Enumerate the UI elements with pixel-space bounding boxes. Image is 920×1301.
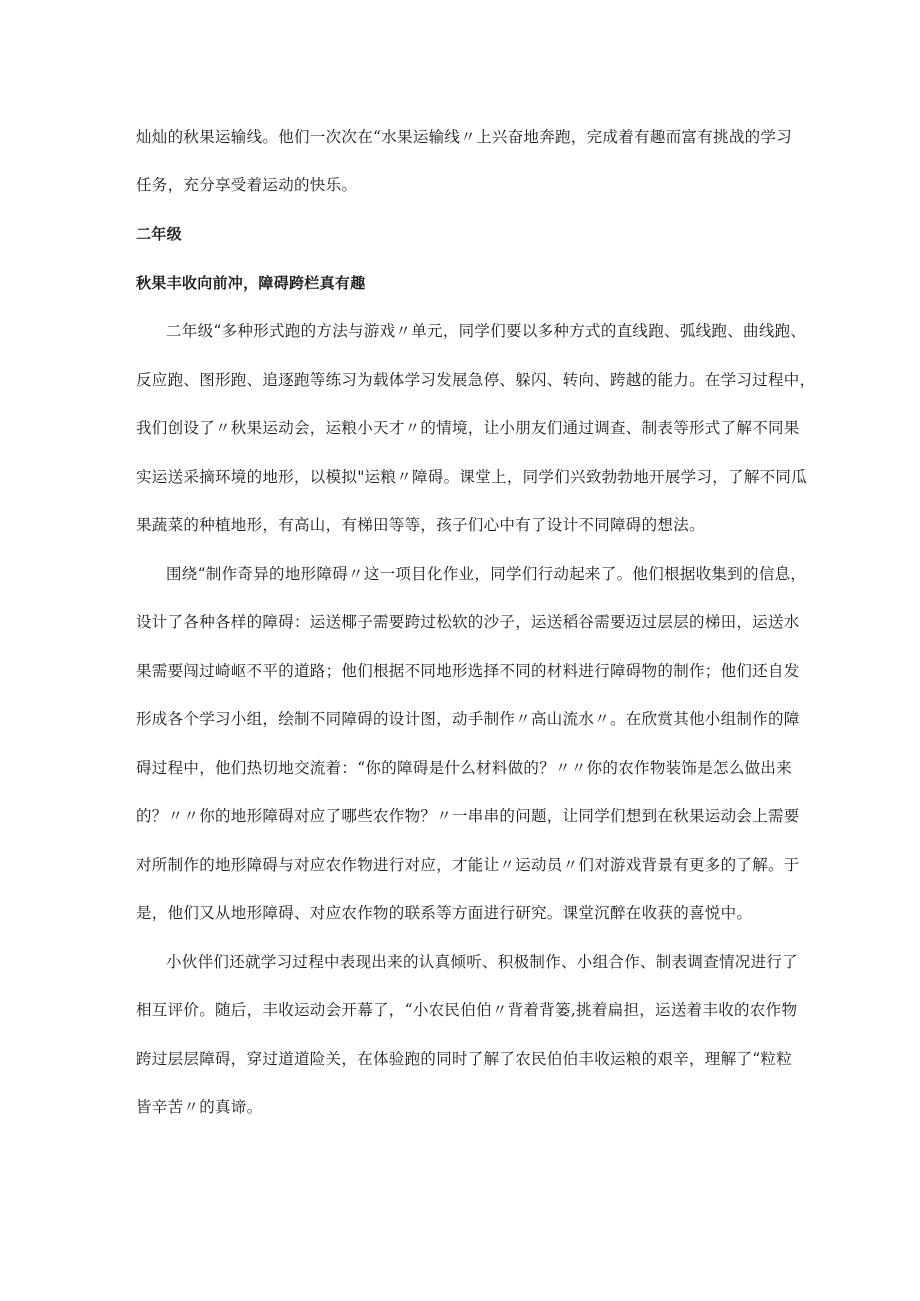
paragraph-line: 设计了各种各样的障碍：运送椰子需要跨过松软的沙子，运送稻谷需要迈过层层的梯田，运送水 bbox=[136, 613, 800, 631]
grade-heading: 二年级 bbox=[136, 225, 182, 243]
paragraph-line: 实运送采摘环境的地形，以模拟"运粮〃障碍。课堂上，同学们兴致勃勃地开展学习，了解不同瓜 bbox=[136, 468, 808, 486]
paragraph-line: 小伙伴们还就学习过程中表现出来的认真倾听、积极制作、小组合作、制表调查情况进行了 bbox=[166, 953, 799, 971]
paragraph-line: 果需要闯过崎岖不平的道路；他们根据不同地形选择不同的材料进行障碍物的制作；他们还自发 bbox=[136, 662, 800, 680]
paragraph-line: 碍过程中，他们热切地交流着：“你的障碍是什么材料做的？〃〃你的农作物装饰是怎么做出来 bbox=[136, 759, 793, 777]
paragraph-line: 皆辛苦〃的真谛。 bbox=[136, 1098, 263, 1116]
paragraph-line: 的？〃〃你的地形障碍对应了哪些农作物？〃一串串的问题，让同学们想到在秋果运动会上需要 bbox=[136, 807, 800, 825]
paragraph-line: 二年级“多种形式跑的方法与游戏〃单元，同学们要以多种方式的直线跑、弧线跑、曲线跑、 bbox=[166, 322, 807, 340]
paragraph-line: 形成各个学习小组，绘制不同障碍的设计图，动手制作〃高山流水〃。在欣赏其他小组制作的障 bbox=[136, 710, 800, 728]
paragraph-line: 相互评价。随后，丰收运动会开幕了，“小农民伯伯〃背着背篓,挑着扁担，运送着丰收的农作物 bbox=[136, 1001, 798, 1019]
section-title: 秋果丰收向前冲，障碍跨栏真有趣 bbox=[136, 274, 366, 292]
intro-line: 灿灿的秋果运输线。他们一次次在“水果运输线〃上兴奋地奔跑，完成着有趣而富有挑战的学习 bbox=[136, 128, 793, 146]
paragraph-line: 反应跑、图形跑、追逐跑等练习为载体学习发展急停、躲闪、转向、跨越的能力。在学习过程中， bbox=[136, 371, 816, 389]
paragraph-line: 是，他们又从地形障碍、对应农作物的联系等方面进行研究。课堂沉醉在收获的喜悦中。 bbox=[136, 904, 753, 922]
paragraph-line: 果蔬菜的种植地形，有高山，有梯田等等，孩子们心中有了设计不同障碍的想法。 bbox=[136, 516, 705, 534]
paragraph-line: 我们创设了〃秋果运动会，运粮小天才〃的情境，让小朋友们通过调查、制表等形式了解不同果 bbox=[136, 419, 800, 437]
intro-line: 任务，充分享受着运动的快乐。 bbox=[136, 176, 358, 194]
paragraph-line: 对所制作的地形障碍与对应农作物进行对应，才能让〃运动员〃们对游戏背景有更多的了解。于 bbox=[136, 856, 800, 874]
paragraph-line: 跨过层层障碍，穿过道道险关，在体验跑的同时了解了农民伯伯丰收运粮的艰辛，理解了“粒粒 bbox=[136, 1050, 793, 1068]
paragraph-line: 围绕“制作奇异的地形障碍〃这一项目化作业，同学们行动起来了。他们根据收集到的信息， bbox=[166, 565, 807, 583]
